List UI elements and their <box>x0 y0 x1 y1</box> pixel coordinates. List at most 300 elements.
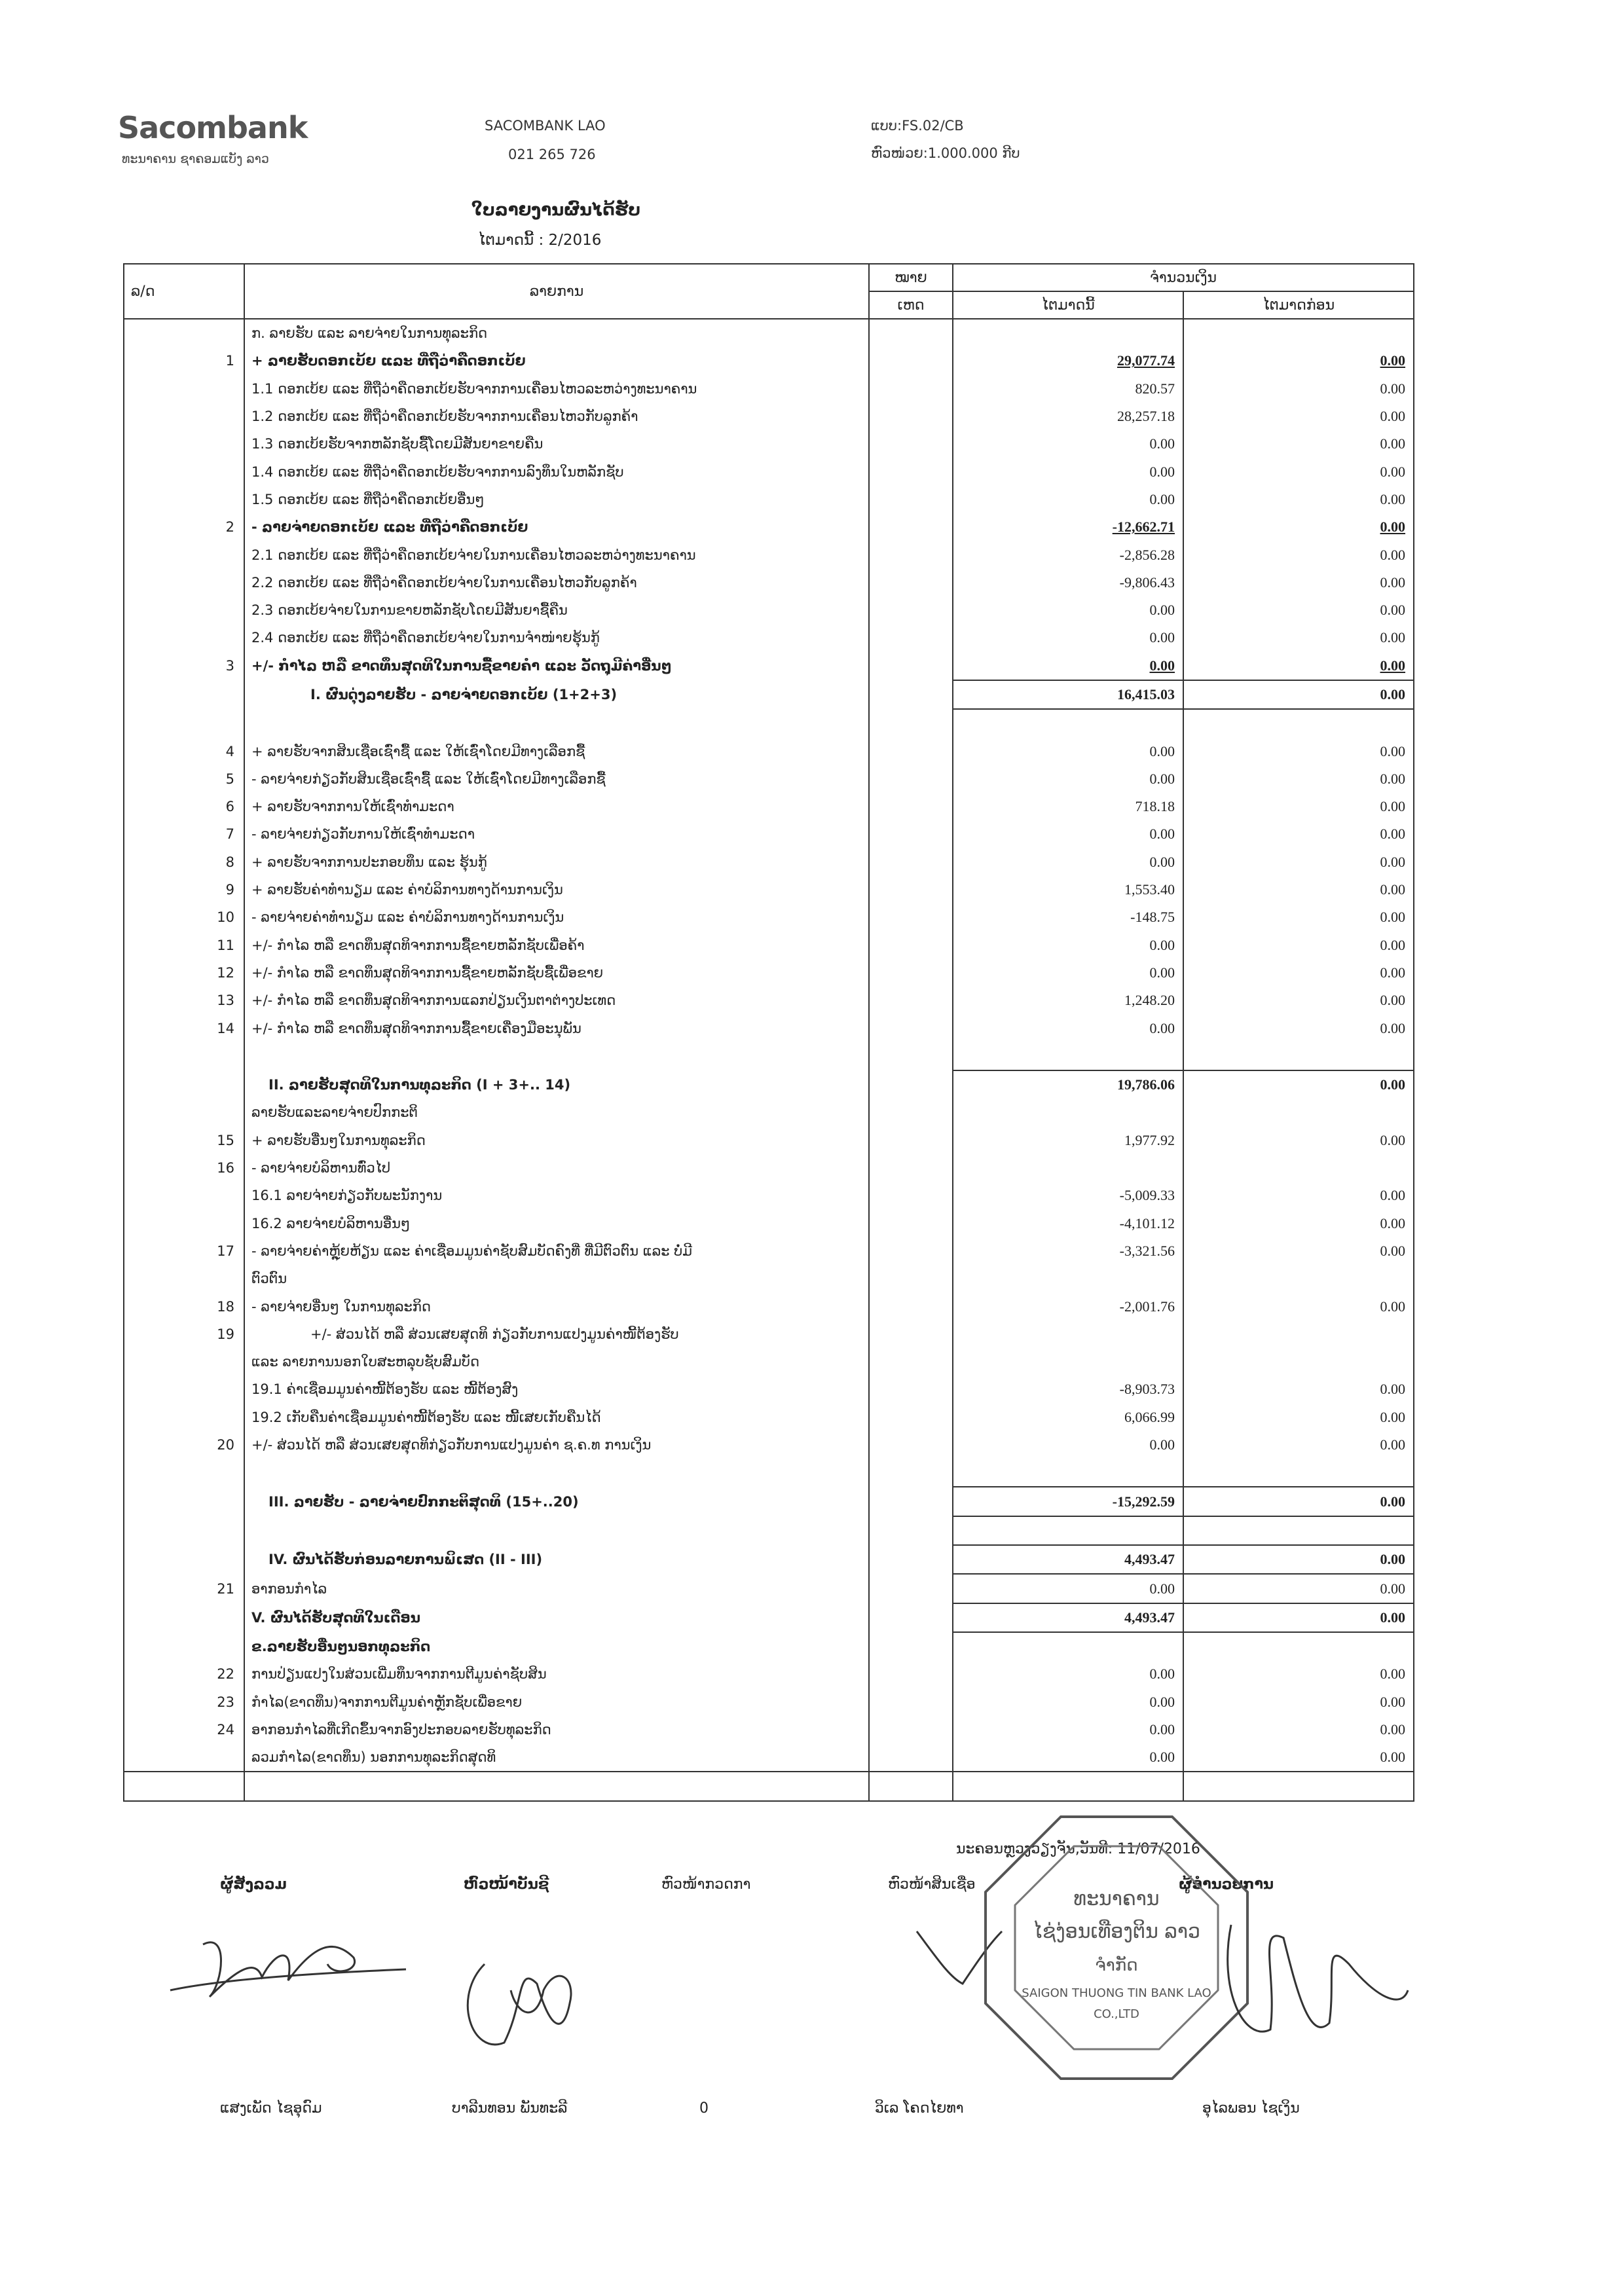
row-number <box>124 709 244 737</box>
form-code: ແບບ:FS.02/CB <box>871 118 964 134</box>
head-credit-title: ຫົວໜ້າສິນເຊື່ອ <box>888 1876 976 1893</box>
row-label: + ລາຍຮັບດອກເບ້ຍ ແລະ ທີ່ຖືວ່າຄືດອກເບ້ຍ <box>244 347 869 374</box>
row-number <box>124 1099 244 1126</box>
row-previous-amount <box>1183 1404 1414 1431</box>
row-note <box>869 347 953 374</box>
row-label: + ລາຍຮັບຄ່າທຳນຽມ ແລະ ຄ່າບໍລິການທາງດ້ານການເງິນ <box>244 876 869 903</box>
current-amount-value: -148.75 <box>1130 909 1175 926</box>
bank-logo: Sacombank <box>118 110 308 145</box>
row-label: + ລາຍຮັບຈາກການໃຫ້ເຊົ່າທຳມະດາ <box>244 793 869 820</box>
row-current-amount <box>953 458 1183 485</box>
current-amount-value: 1,553.40 <box>1124 881 1175 898</box>
row-previous-amount <box>1183 932 1414 959</box>
row-current-amount <box>953 347 1183 374</box>
table-row <box>124 513 1414 541</box>
previous-amount-value: 0.00 <box>1380 1721 1406 1738</box>
table-row <box>124 1348 1414 1376</box>
col-no-header: ລ/ດ <box>124 264 244 319</box>
previous-amount-value: 0.00 <box>1380 380 1406 397</box>
row-previous-amount <box>1183 1210 1414 1237</box>
row-current-amount <box>953 319 1183 347</box>
row-note <box>869 680 953 709</box>
row-label: - ລາຍຈ່າຍບໍລິຫານທົ່ວໄປ <box>244 1154 869 1182</box>
head-audit-title: ຫົວໜ້າກວດກາ <box>661 1876 751 1893</box>
table-row <box>124 987 1414 1014</box>
row-label: + ລາຍຮັບຈາກການປະກອບທຶນ ແລະ ຮຸ້ນກູ້ <box>244 848 869 876</box>
previous-amount-value: 0.00 <box>1380 408 1406 425</box>
row-previous-amount <box>1183 1154 1414 1182</box>
preparer-signature <box>164 1918 413 2016</box>
row-previous-amount <box>1183 765 1414 793</box>
row-note <box>869 1716 953 1743</box>
report-title: ໃບລາຍງານຜົນໄດ້ຮັບ <box>471 200 641 220</box>
previous-amount-value: 0.00 <box>1380 1076 1406 1093</box>
current-amount-value: 0.00 <box>1149 826 1175 843</box>
row-label: 1.2 ດອກເບ້ຍ ແລະ ທີ່ຖືວ່າຄືດອກເບ້ຍຮັບຈາກການເຄື່ອນໄຫວກັບລູກຄ້າ <box>244 403 869 430</box>
current-amount-value: 4,493.47 <box>1124 1609 1175 1626</box>
previous-amount-value: 0.00 <box>1380 936 1406 953</box>
table-row <box>124 486 1414 513</box>
row-current-amount <box>953 820 1183 848</box>
previous-amount-value: 0.00 <box>1380 490 1406 507</box>
director-title: ຜູ້ອຳນວຍການ <box>1179 1876 1274 1893</box>
row-previous-amount <box>1183 1743 1414 1772</box>
table-row <box>124 932 1414 959</box>
row-label: 2.2 ດອກເບ້ຍ ແລະ ທີ່ຖືວ່າຄືດອກເບ້ຍຈ່າຍໃນການເຄື່ອນໄຫວກັບລູກຄ້າ <box>244 569 869 596</box>
previous-amount-value: 0.00 <box>1380 964 1406 981</box>
current-amount-value: 0.00 <box>1149 463 1175 480</box>
current-amount-value: 0.00 <box>1149 629 1175 646</box>
row-previous-amount <box>1183 876 1414 903</box>
col-item-header: ລາຍການ <box>244 264 869 319</box>
row-current-amount <box>953 1376 1183 1403</box>
row-note <box>869 987 953 1014</box>
current-amount-value: 718.18 <box>1135 798 1175 815</box>
row-note <box>869 1459 953 1487</box>
row-label: ຂ.ລາຍຮັບອື່ນໆນອກທຸລະກິດ <box>244 1632 869 1660</box>
row-current-amount <box>953 680 1183 709</box>
row-previous-amount <box>1183 596 1414 624</box>
row-previous-amount <box>1183 1042 1414 1070</box>
row-label <box>244 1042 869 1070</box>
row-previous-amount <box>1183 1237 1414 1265</box>
table-row <box>124 1182 1414 1209</box>
previous-amount-value: 0.00 <box>1380 909 1406 926</box>
previous-amount-value: 0.00 <box>1380 435 1406 452</box>
row-note <box>869 319 953 347</box>
row-label: - ລາຍຈ່າຍອື່ນໆ ໃນການທຸລະກິດ <box>244 1292 869 1320</box>
row-label: + ລາຍຮັບຈາກສິນເຊື່ອເຊົ່າຊື້ ແລະ ໃຫ້ເຊົ່າໂດຍມີທາງເລືອກຊື້ <box>244 737 869 765</box>
svg-text:SAIGON THUONG TIN BANK LAO: SAIGON THUONG TIN BANK LAO <box>1022 1986 1211 2000</box>
table-row <box>124 765 1414 793</box>
row-current-amount <box>953 541 1183 568</box>
row-number <box>124 624 244 651</box>
current-amount-value: 1,977.92 <box>1124 1131 1175 1148</box>
row-note <box>869 793 953 820</box>
chief-accountant-title: ຫົວໜ້າບັນຊີ <box>464 1876 549 1893</box>
credit-officer-name: ວິເລ ໂຄດໄຍທາ <box>875 2100 964 2117</box>
row-label: 19.2 ເກັບຄືນຄ່າເຊື່ອມມູນຄ່າໜີ້ຕ້ອງຮັບ ແລະ ໜີ້ເສຍເກັບຄືນໄດ້ <box>244 1404 869 1431</box>
row-label: - ລາຍຈ່າຍຄ່າຫຼຸ້ຍຫ້ຽນ ແລະ ຄ່າເຊື່ອມມູນຄ່າຊັບສົມບັດຄົງທີ່ ທີ່ມີຕົວຕົນ ແລະ ບໍ່ມີ <box>244 1237 869 1265</box>
table-row <box>124 569 1414 596</box>
previous-amount-value: 0.00 <box>1380 1749 1406 1766</box>
row-note <box>869 1348 953 1376</box>
table-row <box>124 403 1414 430</box>
row-note <box>869 709 953 737</box>
row-number <box>124 1348 244 1376</box>
previous-amount-value: 0.00 <box>1380 686 1406 702</box>
previous-amount-value: 0.00 <box>1380 992 1406 1009</box>
row-number: 11 <box>124 932 244 959</box>
row-current-amount <box>953 876 1183 903</box>
row-note <box>869 1688 953 1716</box>
table-row <box>124 1210 1414 1237</box>
svg-text:ທະນາຄານ: ທະນາຄານ <box>1073 1887 1160 1910</box>
row-previous-amount <box>1183 1376 1414 1403</box>
row-label <box>244 1459 869 1487</box>
row-current-amount <box>953 1182 1183 1209</box>
row-number <box>124 1545 244 1574</box>
row-note <box>869 1772 953 1800</box>
table-row <box>124 430 1414 458</box>
table-row <box>124 652 1414 680</box>
row-current-amount <box>953 1237 1183 1265</box>
table-row <box>124 1743 1414 1772</box>
row-note <box>869 1182 953 1209</box>
row-previous-amount <box>1183 430 1414 458</box>
row-number: 20 <box>124 1431 244 1459</box>
current-amount-value: 0.00 <box>1149 602 1175 619</box>
row-number: 2 <box>124 513 244 541</box>
row-current-amount <box>953 1603 1183 1632</box>
row-current-amount <box>953 403 1183 430</box>
row-label: 1.3 ດອກເບ້ຍຮັບຈາກຫລັກຊັບຊື້ໂດຍມີສັນຍາຂາຍຄືນ <box>244 430 869 458</box>
row-note <box>869 1014 953 1042</box>
row-previous-amount <box>1183 403 1414 430</box>
row-label: 1.1 ດອກເບ້ຍ ແລະ ທີ່ຖືວ່າຄືດອກເບ້ຍຮັບຈາກການເຄື່ອນໄຫວລະຫວ່າງທະນາຄານ <box>244 375 869 403</box>
row-number: 18 <box>124 1292 244 1320</box>
previous-amount-value: 0.00 <box>1380 546 1406 563</box>
row-current-amount <box>953 848 1183 876</box>
row-number: 21 <box>124 1574 244 1603</box>
previous-amount-value: 0.00 <box>1380 463 1406 480</box>
previous-amount-value: 0.00 <box>1380 1187 1406 1204</box>
audit-name: 0 <box>699 2100 709 2117</box>
row-label: ແລະ ລາຍການນອກໃບສະຫລຸບຊັບສົມບັດ <box>244 1348 869 1376</box>
row-number: 8 <box>124 848 244 876</box>
row-current-amount <box>953 430 1183 458</box>
row-previous-amount <box>1183 1292 1414 1320</box>
row-previous-amount <box>1183 1574 1414 1603</box>
row-note <box>869 403 953 430</box>
row-label: ການປ່ຽນແປງໃນສ່ວນເພີ່ມທຶນຈາກການຕີມູນຄ່າຊັບສິນ <box>244 1660 869 1688</box>
row-previous-amount <box>1183 680 1414 709</box>
row-label: - ລາຍຈ່າຍກ່ຽວກັບການໃຫ້ເຊົ່າທຳມະດາ <box>244 820 869 848</box>
current-amount-value: 0.00 <box>1149 742 1175 759</box>
row-current-amount <box>953 1265 1183 1292</box>
row-number: 15 <box>124 1127 244 1154</box>
previous-amount-value: 0.00 <box>1380 1131 1406 1148</box>
current-amount-value: 820.57 <box>1135 380 1175 397</box>
row-label: 19.1 ຄ່າເຊື່ອມມູນຄ່າໜີ້ຕ້ອງຮັບ ແລະ ໜີ້ຕ້ອງສົງ <box>244 1376 869 1403</box>
table-row <box>124 680 1414 709</box>
svg-text:ຈຳກັດ: ຈຳກັດ <box>1095 1956 1138 1975</box>
row-current-amount <box>953 1660 1183 1688</box>
row-current-amount <box>953 1459 1183 1487</box>
table-row <box>124 1574 1414 1603</box>
row-number: 5 <box>124 765 244 793</box>
row-previous-amount <box>1183 959 1414 987</box>
row-previous-amount <box>1183 1660 1414 1688</box>
col-current-header: ໄຕມາດນີ້ <box>953 291 1183 319</box>
row-note <box>869 652 953 680</box>
row-previous-amount <box>1183 1014 1414 1042</box>
current-amount-value: 0.00 <box>1149 770 1175 787</box>
row-number <box>124 1376 244 1403</box>
table-row <box>124 1431 1414 1459</box>
row-note <box>869 1376 953 1403</box>
preparer-name: ແສງເພັດ ໄຊອຸດົມ <box>220 2100 322 2117</box>
row-label: +/- ກຳໄລ ຫລື ຂາດທຶນສຸດທິຈາກການຊື້ຂາຍຫລັກຊັບຊື້ເພື່ອຂາຍ <box>244 959 869 987</box>
col-previous-header: ໄຕມາດກ່ອນ <box>1183 291 1414 319</box>
current-amount-value: 0.00 <box>1149 435 1175 452</box>
previous-amount-value: 0.00 <box>1380 629 1406 646</box>
row-number <box>124 1265 244 1292</box>
row-note <box>869 541 953 568</box>
row-note <box>869 513 953 541</box>
row-note <box>869 1660 953 1688</box>
row-label <box>244 1516 869 1545</box>
director-signature <box>1218 1899 1414 2069</box>
row-label: +/- ກຳໄລ ຫລື ຂາດທຶນສຸດທິໃນການຊື້ຂາຍຄຳ ແລະ ວັດຖຸມີຄ່າອື່ນໆ <box>244 652 869 680</box>
row-current-amount <box>953 652 1183 680</box>
row-note <box>869 1292 953 1320</box>
row-label: 16.1 ລາຍຈ່າຍກ່ຽວກັບພະນັກງານ <box>244 1182 869 1209</box>
previous-amount-value: 0.00 <box>1380 602 1406 619</box>
row-note <box>869 375 953 403</box>
bank-logo-subtitle: ທະນາຄານ ຊາຄອມແບັງ ລາວ <box>122 152 269 166</box>
row-number: 12 <box>124 959 244 987</box>
row-number: 7 <box>124 820 244 848</box>
table-row <box>124 1237 1414 1265</box>
row-current-amount <box>953 765 1183 793</box>
previous-amount-value: 0.00 <box>1380 1551 1406 1568</box>
row-current-amount <box>953 375 1183 403</box>
row-previous-amount <box>1183 319 1414 347</box>
table-row <box>124 1099 1414 1126</box>
current-amount-value: 0.00 <box>1149 1666 1175 1683</box>
row-previous-amount <box>1183 737 1414 765</box>
row-previous-amount <box>1183 1099 1414 1126</box>
table-row <box>124 820 1414 848</box>
row-note <box>869 430 953 458</box>
row-number: 14 <box>124 1014 244 1042</box>
row-note <box>869 1431 953 1459</box>
row-current-amount <box>953 1127 1183 1154</box>
row-label: +/- ກຳໄລ ຫລື ຂາດທຶນສຸດທິຈາກການຊື້ຂາຍເຄື່ອງມືອະນຸພັນ <box>244 1014 869 1042</box>
previous-amount-value: 0.00 <box>1380 1436 1406 1453</box>
row-previous-amount <box>1183 1545 1414 1574</box>
previous-amount-value: 0.00 <box>1380 1408 1406 1425</box>
row-number <box>124 680 244 709</box>
row-previous-amount <box>1183 709 1414 737</box>
row-number <box>124 486 244 513</box>
row-number <box>124 1404 244 1431</box>
row-current-amount <box>953 1292 1183 1320</box>
row-number: 19 <box>124 1321 244 1348</box>
row-current-amount <box>953 624 1183 651</box>
row-previous-amount <box>1183 1516 1414 1545</box>
col-amount-header: ຈຳນວນເງິນ <box>953 264 1414 291</box>
table-row <box>124 1660 1414 1688</box>
col-note-header: ໝາຍ <box>869 264 953 291</box>
row-note <box>869 1404 953 1431</box>
row-note <box>869 903 953 931</box>
row-label: III. ລາຍຮັບ - ລາຍຈ່າຍປົກກະຕິສຸດທິ (15+..20) <box>244 1487 869 1516</box>
table-row <box>124 1459 1414 1487</box>
previous-amount-value: 0.00 <box>1380 1666 1406 1683</box>
table-row <box>124 1127 1414 1154</box>
table-row <box>124 903 1414 931</box>
row-current-amount <box>953 1348 1183 1376</box>
bank-phone: 021 265 726 <box>508 147 596 162</box>
table-row <box>124 375 1414 403</box>
row-current-amount <box>953 1516 1183 1545</box>
row-number: 13 <box>124 987 244 1014</box>
row-label <box>244 709 869 737</box>
table-row <box>124 1772 1414 1800</box>
row-number: 9 <box>124 876 244 903</box>
row-label: 1.4 ດອກເບ້ຍ ແລະ ທີ່ຖືວ່າຄືດອກເບ້ຍຮັບຈາກການລົງທຶນໃນຫລັກຊັບ <box>244 458 869 485</box>
table-row <box>124 319 1414 347</box>
row-previous-amount <box>1183 1127 1414 1154</box>
row-note <box>869 1487 953 1516</box>
current-amount-value: -5,009.33 <box>1119 1187 1175 1204</box>
previous-amount-value: 0.00 <box>1380 798 1406 815</box>
row-note <box>869 1321 953 1348</box>
table-row <box>124 1545 1414 1574</box>
row-number <box>124 319 244 347</box>
row-note <box>869 1154 953 1182</box>
current-amount-value: 0.00 <box>1149 1749 1175 1766</box>
row-number: 16 <box>124 1154 244 1182</box>
row-label: +/- ສ່ວນໄດ້ ຫລື ສ່ວນເສຍສຸດທິ ກ່ຽວກັບການແປງມູນຄ່າໜີ້ຕ້ອງຮັບ <box>244 1321 869 1348</box>
table-row <box>124 1603 1414 1632</box>
current-amount-value: -9,806.43 <box>1119 574 1175 591</box>
table-row <box>124 1376 1414 1403</box>
row-number <box>124 1516 244 1545</box>
row-number: 24 <box>124 1716 244 1743</box>
row-note <box>869 596 953 624</box>
row-previous-amount <box>1183 1688 1414 1716</box>
row-current-amount <box>953 1404 1183 1431</box>
previous-amount-value: 0.00 <box>1380 1298 1406 1315</box>
row-number: 4 <box>124 737 244 765</box>
table-row <box>124 1487 1414 1516</box>
row-note <box>869 1127 953 1154</box>
row-label: ອາກອນກຳໄລທີ່ເກີດຂຶ້ນຈາກອົງປະກອບລາຍຮັບທຸລະກິດ <box>244 1716 869 1743</box>
row-note <box>869 1210 953 1237</box>
row-previous-amount <box>1183 1487 1414 1516</box>
table-row <box>124 541 1414 568</box>
row-label: 1.5 ດອກເບ້ຍ ແລະ ທີ່ຖືວ່າຄືດອກເບ້ຍອື່ນໆ <box>244 486 869 513</box>
row-previous-amount <box>1183 569 1414 596</box>
row-number: 10 <box>124 903 244 931</box>
row-number <box>124 541 244 568</box>
row-current-amount <box>953 1154 1183 1182</box>
row-previous-amount <box>1183 848 1414 876</box>
row-note <box>869 765 953 793</box>
row-number: 17 <box>124 1237 244 1265</box>
table-row <box>124 1688 1414 1716</box>
row-label <box>244 1772 869 1800</box>
row-current-amount <box>953 1210 1183 1237</box>
report-period: ໄຕມາດນີ້ : 2/2016 <box>478 232 602 249</box>
previous-amount-value: 0.00 <box>1380 742 1406 759</box>
row-previous-amount <box>1183 513 1414 541</box>
row-note <box>869 1070 953 1099</box>
row-number: 22 <box>124 1660 244 1688</box>
row-label: V. ຜົນໄດ້ຮັບສຸດທິໃນເດືອນ <box>244 1603 869 1632</box>
previous-amount-value: 0.00 <box>1380 770 1406 787</box>
row-previous-amount <box>1183 1348 1414 1376</box>
row-current-amount <box>953 486 1183 513</box>
row-note <box>869 848 953 876</box>
director-name: ອຸໄລພອນ ໄຊເງິນ <box>1202 2100 1300 2117</box>
table-row <box>124 709 1414 737</box>
row-previous-amount <box>1183 1182 1414 1209</box>
current-amount-value: -2,856.28 <box>1119 546 1175 563</box>
row-label: ອາກອນກຳໄລ <box>244 1574 869 1603</box>
current-amount-value: 19,786.06 <box>1117 1076 1175 1093</box>
row-number <box>124 1070 244 1099</box>
row-label: ກ. ລາຍຮັບ ແລະ ລາຍຈ່າຍໃນການທຸລະກິດ <box>244 319 869 347</box>
row-note <box>869 458 953 485</box>
row-number <box>124 375 244 403</box>
row-current-amount <box>953 1743 1183 1772</box>
current-amount-value: 0.00 <box>1149 657 1175 674</box>
row-note <box>869 1632 953 1660</box>
table-row <box>124 347 1414 374</box>
table-row <box>124 1154 1414 1182</box>
row-current-amount <box>953 932 1183 959</box>
previous-amount-value: 0.00 <box>1380 881 1406 898</box>
previous-amount-value: 0.00 <box>1380 1693 1406 1710</box>
row-previous-amount <box>1183 486 1414 513</box>
row-number <box>124 569 244 596</box>
row-number: 6 <box>124 793 244 820</box>
row-current-amount <box>953 513 1183 541</box>
svg-text:ໄຊ່ງ່ອນເທືອງຕິນ ລາວ: ໄຊ່ງ່ອນເທືອງຕິນ ລາວ <box>1033 1920 1200 1943</box>
row-previous-amount <box>1183 1603 1414 1632</box>
row-previous-amount <box>1183 820 1414 848</box>
row-number <box>124 403 244 430</box>
row-current-amount <box>953 1716 1183 1743</box>
table-row <box>124 793 1414 820</box>
current-amount-value: 0.00 <box>1149 964 1175 981</box>
row-number: 3 <box>124 652 244 680</box>
row-note <box>869 959 953 987</box>
current-amount-value: 0.00 <box>1149 1019 1175 1036</box>
row-current-amount <box>953 1321 1183 1348</box>
signature-date: ນະຄອນຫຼວງວຽງຈັນ,ວັນທີ: 11/07/2016 <box>956 1841 1200 1857</box>
row-note <box>869 1743 953 1772</box>
col-note-header-2: ເຫດ <box>869 291 953 319</box>
table-header-row <box>124 264 1414 291</box>
row-label: ກຳໄລ(ຂາດທຶນ)ຈາກການຕີມູນຄ່າຫຼັກຊັບເພື່ອຂາຍ <box>244 1688 869 1716</box>
table-row <box>124 1014 1414 1042</box>
row-note <box>869 569 953 596</box>
